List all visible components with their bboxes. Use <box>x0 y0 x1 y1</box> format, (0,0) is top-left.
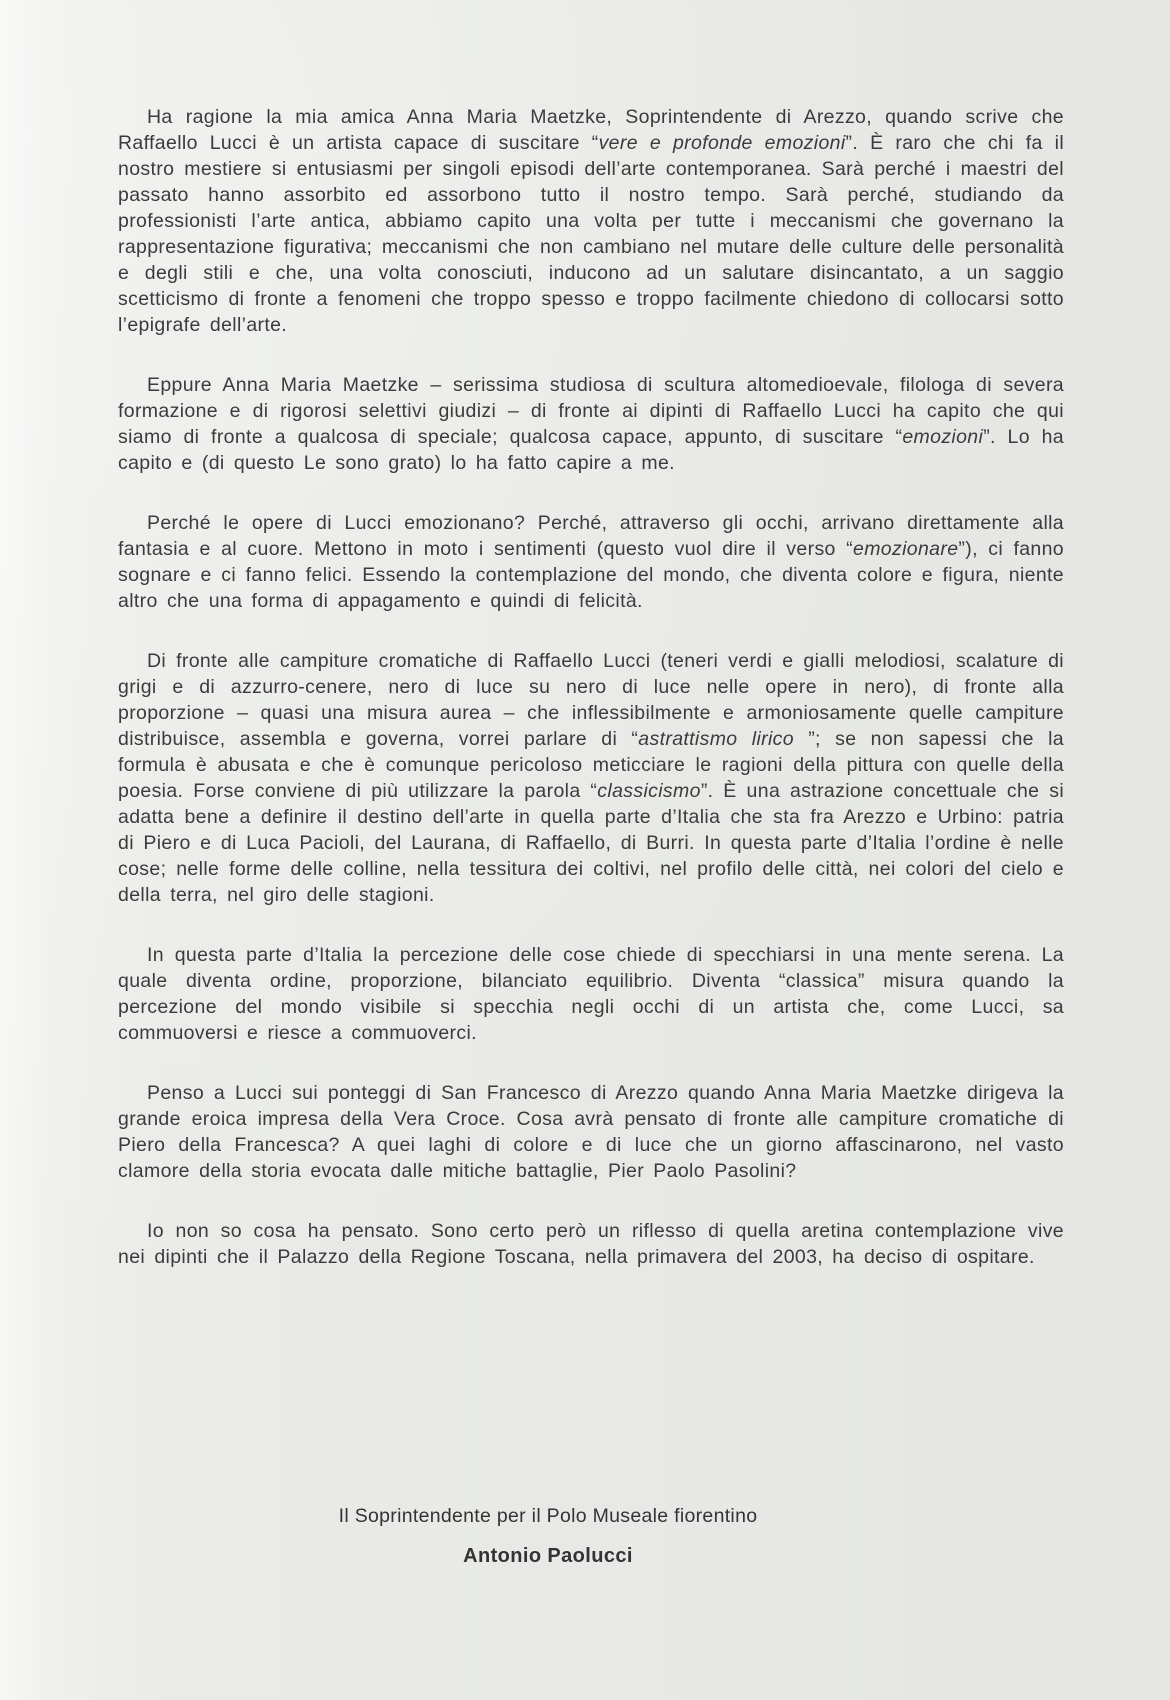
signature-name: Antonio Paolucci <box>463 1545 633 1567</box>
paragraph <box>118 1080 1064 1184</box>
italic-phrase: vere e profonde emozioni <box>598 132 846 154</box>
text-segment: Ha ragione la mia amica Anna Maria Maetzke, Soprintendente di Arezzo, quando scrive che Raffaello Lucci è un artista capace di suscitare “ <box>118 106 1064 154</box>
text-segment: Di fronte alle campiture cromatiche di Raffaello Lucci (teneri verdi e gialli melodiosi, scalature di grigi e di azzurro-cenere, nero di luce su nero di luce nelle opere in nero), di fronte alla proporzione – quasi una misura aurea – che inflessibilmente e armoniosamente quelle campiture distribuisce, assembla e governa, vorrei parlare di “ <box>118 650 1064 750</box>
italic-phrase: classicismo <box>597 780 701 802</box>
signature-block <box>118 1503 978 1569</box>
text-segment: Penso a Lucci sui ponteggi di San Francesco di Arezzo quando Anna Maria Maetzke dirigeva la grande eroica impresa della Vera Croce. Cosa avrà pensato di fronte alle campiture cromatiche di Piero della Francesca? A quei laghi di colore e di luce che un giorno affascinarono, nel vasto clamore della storia evocata dalle mitiche battaglie, Pier Paolo Pasolini? <box>118 1082 1064 1182</box>
text-segment: ”. Lo ha capito e (di questo Le sono grato) lo ha fatto capire a me. <box>118 426 1064 474</box>
italic-phrase: astrattismo lirico <box>638 728 809 750</box>
italic-phrase: emozioni <box>902 426 984 448</box>
paragraph <box>118 942 1064 1046</box>
paragraph <box>118 1218 1064 1270</box>
text-segment: ”; se non sapessi che la formula è abusata e che è comunque pericoloso meticciare le ragioni della pittura con quelle della poesia. Forse conviene di più utilizzare la parola “ <box>118 728 1064 802</box>
italic-phrase: emozionare <box>853 538 959 560</box>
text-segment: Io non so cosa ha pensato. Sono certo però un riflesso di quella aretina contemplazione vive nei dipinti che il Palazzo della Regione Toscana, nella primavera del 2003, ha deciso di ospitare. <box>118 1220 1064 1268</box>
text-segment: ”), ci fanno sognare e ci fanno felici. Essendo la contemplazione del mondo, che diventa colore e figura, niente altro che una forma di appagamento e quindi di felicità. <box>118 538 1064 612</box>
paragraph <box>118 510 1064 614</box>
text-segment: ”. È raro che chi fa il nostro mestiere si entusiasmi per singoli episodi dell’arte contemporanea. Sarà perché i maestri del passato hanno assorbito ed assorbono tutto il nostro tempo. Sarà perché, studiando da professionisti l’arte antica, abbiamo capito una volta per tutte i meccanismi che governano la rappresentazione figurativa; meccanismi che non cambiano nel mutare delle culture delle personalità e degli stili e che, una volta conosciuti, inducono ad un salutare disincantato, a un saggio scetticismo di fronte a fenomeni che troppo spesso e troppo facilmente chiedono di collocarsi sotto l’epigrafe dell’arte. <box>118 132 1064 336</box>
signature-role: Il Soprintendente per il Polo Museale fiorentino <box>338 1505 758 1527</box>
text-segment: Eppure Anna Maria Maetzke – serissima studiosa di scultura altomedioevale, filologa di severa formazione e di rigorosi selettivi giudizi – di fronte ai dipinti di Raffaello Lucci ha capito che qui siamo di fronte a qualcosa di speciale; qualcosa capace, appunto, di suscitare “ <box>118 374 1064 448</box>
paragraph <box>118 104 1064 338</box>
paragraph <box>118 372 1064 476</box>
text-segment: In questa parte d’Italia la percezione delle cose chiede di specchiarsi in una mente serena. La quale diventa ordine, proporzione, bilanciato equilibrio. Diventa “classica” misura quando la percezione del mondo visibile si specchia negli occhi di un artista che, come Lucci, sa commuoversi e riesce a commuoverci. <box>118 944 1064 1044</box>
text-segment: Perché le opere di Lucci emozionano? Perché, attraverso gli occhi, arrivano direttamente alla fantasia e al cuore. Mettono in moto i sentimenti (questo vuol dire il verso “ <box>118 512 1064 560</box>
paragraph <box>118 648 1064 908</box>
text-segment: ”. È una astrazione concettuale che si adatta bene a definire il destino dell’arte in quella parte d’Italia che sta fra Arezzo e Urbino: patria di Piero e di Luca Pacioli, del Laurana, di Raffaello, di Burri. In questa parte d’Italia l’ordine è nelle cose; nelle forme delle colline, nella tessitura dei coltivi, nel profilo delle città, nei colori del cielo e della terra, nel giro delle stagioni. <box>118 780 1064 906</box>
preface-text <box>118 104 1064 1304</box>
